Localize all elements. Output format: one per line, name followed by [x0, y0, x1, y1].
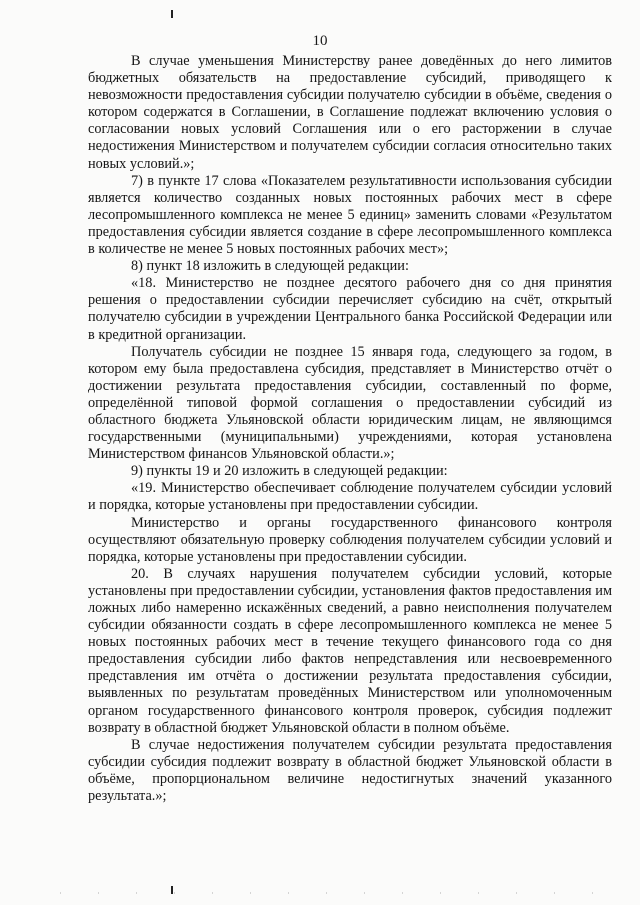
page-number: 10	[312, 33, 328, 49]
paragraph-clause-19: «19. Министерство обеспечивает соблюдение получателем субсидии условий и порядка, которые установлены при предоставлении субсидии.	[88, 480, 612, 514]
scan-mark-top	[171, 10, 173, 18]
scan-mark-bottom	[171, 886, 173, 894]
paragraph-budget-reduction: В случае уменьшения Министерству ранее доведённых до него лимитов бюджетных обязательств на предоставление субсидий, приводящего к невозможности предоставления субсидии получателю субсидии в объёме, сведения о котором содержатся в Соглашении, в Соглашение подлежат включению условия о согласовании новых условий Соглашения или о его расторжении в случае недостижения Министерством и получателем субсидии согласия относительно таких новых условий.»;	[88, 53, 612, 172]
paragraph-clause-20: 20. В случаях нарушения получателем субсидии условий, которые установлены при предоставлении субсидии, установления фактов предоставления им ложных либо намеренно искажённых сведений, а равно неисполнения получателем субсидии обязанности создать в сфере лесопромышленного комплекса не менее 5 новых постоянных рабочих мест в течение текущего финансового года со дня предоставления субсидии либо фактов непредставления или несвоевременного представления им отчёта о достижении результата предоставления субсидии, выявленных по результатам проведённых Министерством или уполномоченным органом государственного финансового контроля проверок, субсидия подлежит возврату в областной бюджет Ульяновской области в полном объёме.	[88, 565, 612, 736]
paragraph-control-check: Министерство и органы государственного финансового контроля осуществляют обязательную проверку соблюдения получателем субсидии условий и порядка, которые установлены при предоставлении субсидии.	[88, 514, 612, 565]
scan-specks-bottom	[60, 892, 620, 894]
paragraph-non-achievement: В случае недостижения получателем субсидии результата предоставления субсидии субсидия подлежит возврату в областной бюджет Ульяновской области в объёме, пропорциональном величине недостигнутых значений указанного результата.»;	[88, 736, 612, 805]
document-body	[88, 53, 612, 805]
paragraph-clause-18: «18. Министерство не позднее десятого рабочего дня со дня принятия решения о предоставлении субсидии перечисляет субсидию на счёт, открытый получателю субсидии в учреждении Центрального банка Российской Федерации или в кредитной организации.	[88, 275, 612, 343]
paragraph-item-9-intro: 9) пункты 19 и 20 изложить в следующей редакции:	[131, 463, 448, 480]
paragraph-item-7: 7) в пункте 17 слова «Показателем результативности использования субсидии является количество созданных новых постоянных рабочих мест в сфере лесопромышленного комплекса не менее 5 единиц» заменить словами «Результатом предоставления субсидии является создание в сфере лесопромышленного комплекса в количестве не менее 5 новых постоянных рабочих мест»;	[88, 172, 612, 258]
paragraph-item-8-intro: 8) пункт 18 изложить в следующей редакции:	[131, 258, 409, 275]
paragraph-report-deadline: Получатель субсидии не позднее 15 января года, следующего за годом, в котором ему была предоставлена субсидия, представляет в Министерство отчёт о достижении результата предоставления субсидии, составленный по форме, определённой типовой формой соглашения о предоставлении субсидий из областного бюджета Ульяновской области юридическим лицам, не являющимся государственными (муниципальными) учреждениями, которая установлена Министерством финансов Ульяновской области.»;	[88, 343, 612, 463]
